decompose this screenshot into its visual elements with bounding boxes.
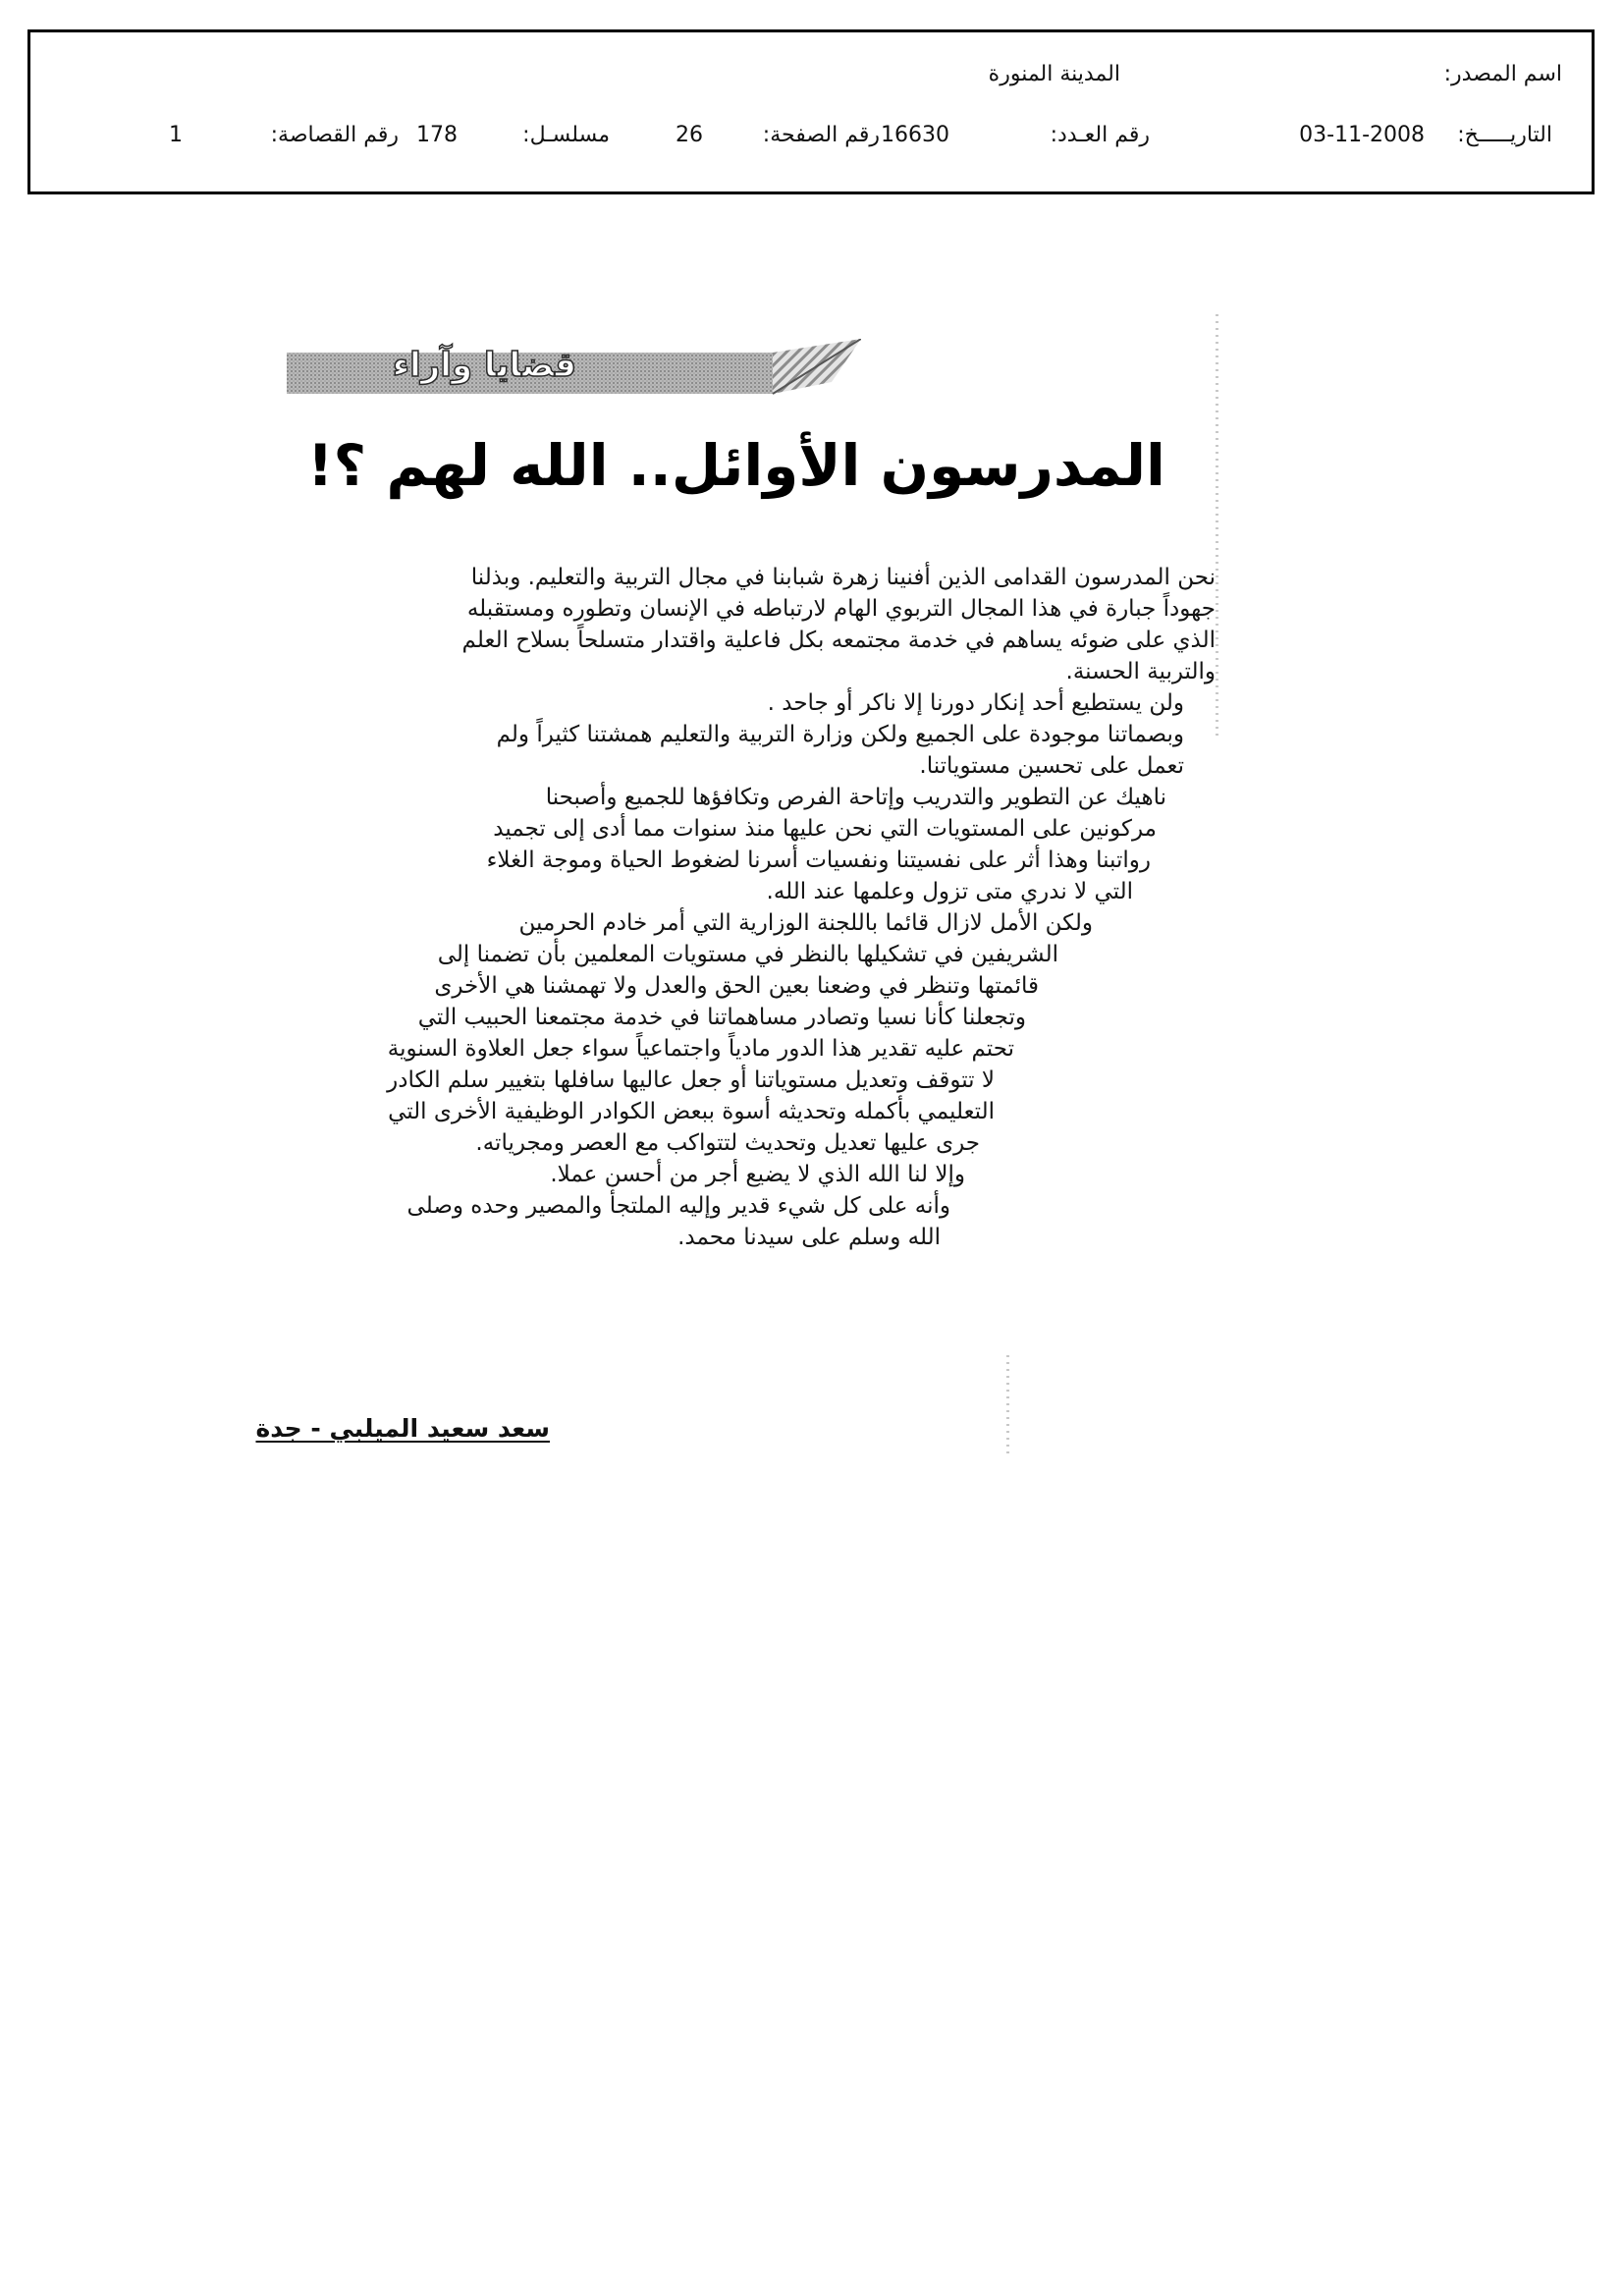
page-value: 26: [676, 123, 703, 147]
article-line: نحن المدرسون القدامى الذين أفنينا زهرة شبابنا في مجال التربية والتعليم. وبذلنا: [470, 565, 1216, 590]
article-line: الشريفين في تشكيلها بالنظر في مستويات المعلمين بأن تضمنا إلى: [437, 942, 1058, 967]
article-line: الله وسلم على سيدنا محمد.: [677, 1225, 941, 1250]
clipping-metadata-box: [27, 29, 1595, 194]
article-line: التي لا ندري متى تزول وعلمها عند الله.: [766, 879, 1133, 904]
section-title: قضايا وآراء: [392, 346, 576, 385]
clipping-label: رقم القصاصة:: [270, 123, 399, 147]
article-line: جرى عليها تعديل وتحديث لتتواكب مع العصر ومجرياته.: [475, 1130, 980, 1156]
article-line: تحتم عليه تقدير هذا الدور مادياً واجتماعياً سواء جعل العلاوة السنوية: [387, 1036, 1014, 1062]
date-value: 03-11-2008: [1299, 123, 1425, 147]
issue-label: رقم العـدد:: [1050, 123, 1150, 147]
page-label: رقم الصفحة:: [762, 123, 880, 147]
article-body: [273, 562, 1216, 1253]
serial-value: 178: [416, 123, 458, 147]
scan-speckle-edge: [1216, 314, 1218, 737]
source-value: المدينة المنورة: [988, 62, 1120, 86]
date-label: التاريـــــخ:: [1457, 123, 1552, 147]
scan-speckle-edge: [1006, 1355, 1009, 1453]
article-line: التعليمي بأكمله وتحديثه أسوة ببعض الكوادر الوظيفية الأخرى التي: [388, 1099, 995, 1124]
article-line: والتربية الحسنة.: [1065, 659, 1216, 684]
issue-value: 16630: [881, 123, 949, 147]
article-line: مركونين على المستويات التي نحن عليها منذ سنوات مما أدى إلى تجميد: [493, 816, 1157, 842]
article-line: لا تتوقف وتعديل مستوياتنا أو جعل عاليها سافلها بتغيير سلم الكادر: [387, 1067, 995, 1093]
article-line: ولن يستطيع أحد إنكار دورنا إلا ناكر أو جاحد .: [767, 690, 1184, 716]
article-line: وأنه على كل شيء قدير وإليه الملتجأ والمصير وحده وصلى: [406, 1193, 950, 1219]
section-banner: [287, 339, 861, 398]
article-line: جهوداً جبارة في هذا المجال التربوي الهام لارتباطه في الإنسان وتطوره ومستقبله: [466, 596, 1216, 622]
article-headline: المدرسون الأوائل.. الله لهم ؟!: [307, 432, 1165, 499]
article-line: وإلا لنا الله الذي لا يضيع أجر من أحسن عملا.: [550, 1162, 965, 1187]
clipping-value: 1: [169, 123, 183, 147]
article-line: تعمل على تحسين مستوياتنا.: [919, 753, 1184, 779]
article-line: قائمتها وتنظر في وضعنا بعين الحق والعدل ولا تهمشنا هي الأخرى: [434, 973, 1039, 999]
article-line: ناهيك عن التطوير والتدريب وإتاحة الفرص وتكافؤها للجميع وأصبحنا: [545, 785, 1166, 810]
article-line: وتجعلنا كأنا نسيا وتصادر مساهماتنا في خدمة مجتمعنا الحبيب التي: [417, 1005, 1026, 1030]
article-line: رواتبنا وهذا أثر على نفسيتنا ونفسيات أسرنا لضغوط الحياة وموجة الغلاء: [486, 847, 1151, 873]
article-line: ولكن الأمل لازال قائما باللجنة الوزارية التي أمر خادم الحرمين: [518, 910, 1093, 936]
article-line: الذي على ضوئه يساهم في خدمة مجتمعه بكل فاعلية واقتدار متسلحاً بسلاح العلم: [461, 628, 1216, 653]
serial-label: مسلسـل:: [522, 123, 610, 147]
article-line: وبصماتنا موجودة على الجميع ولكن وزارة التربية والتعليم همشتنا كثيراً ولم: [496, 722, 1184, 747]
article-byline: سعد سعيد الميلبي - جدة: [255, 1414, 550, 1443]
source-label: اسم المصدر:: [1443, 62, 1562, 86]
